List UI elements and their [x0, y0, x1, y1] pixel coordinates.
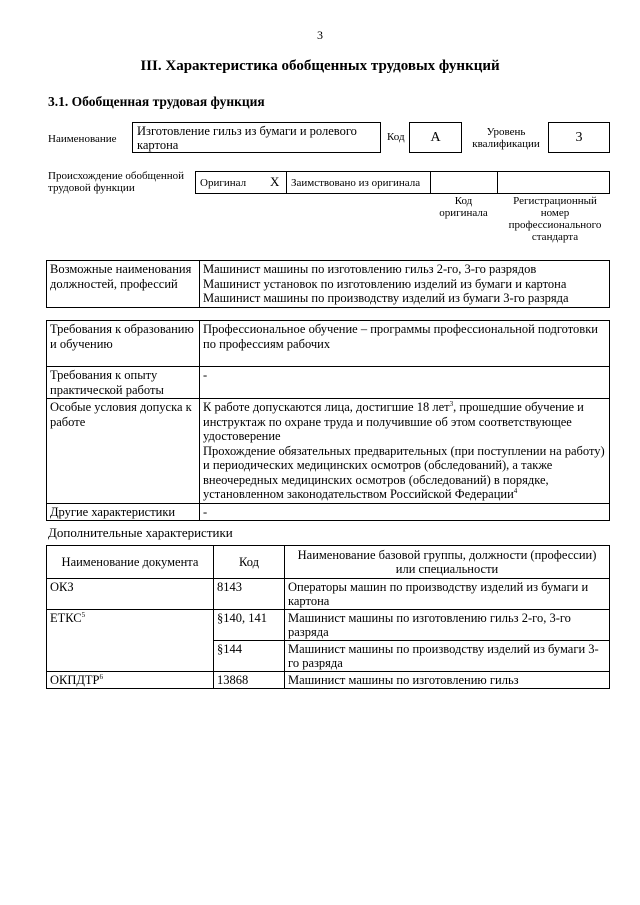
origin-divider-2 [430, 171, 431, 194]
okpdtr-code: 13868 [214, 672, 285, 689]
okpdtr-doc-text: ОКПДТР [50, 673, 100, 687]
other-value: - [200, 503, 610, 521]
experience-value: - [200, 367, 610, 399]
footnote-ref: 4 [513, 486, 518, 495]
name-value: Изготовление гильз из бумаги и ролевого картона [137, 124, 357, 152]
section-title: III. Характеристика обобщенных трудовых функций [140, 58, 500, 74]
other-label: Другие характеристики [47, 503, 200, 521]
etks1-code: §140, 141 [214, 610, 285, 641]
origin-divider-1 [286, 171, 287, 194]
positions-label: Возможные наименования должностей, профессий [47, 261, 200, 308]
okz-doc: ОКЗ [47, 579, 214, 610]
special-conditions-p1 [203, 400, 606, 444]
additional-caption: Дополнительные характеристики [48, 525, 233, 540]
code-original-caption: Код оригинала [439, 195, 488, 219]
col-code-header: Код [214, 546, 285, 579]
code-value-box [409, 122, 462, 153]
level-value-box [548, 122, 610, 153]
okz-code: 8143 [214, 579, 285, 610]
code-value: А [430, 130, 441, 145]
subsection-title: 3.1. Обобщенная трудовая функция [48, 94, 265, 109]
special-p2-text: Прохождение обязательных предварительных (при поступлении на работу) и периодических медицинских осмотров (обследований), а также внеочередных медицинских осмотров (обследований) в порядке, установленном законодательством Российской Федерации [203, 443, 605, 501]
origin-divider-3 [497, 171, 498, 194]
education-value: Профессиональное обучение – программы профессиональной подготовки по профессиям рабочих [200, 321, 610, 367]
col-doc-header: Наименование документа [47, 546, 214, 579]
etks2-code: §144 [214, 641, 285, 672]
footnote-ref: 6 [99, 672, 104, 681]
table-row [47, 672, 610, 689]
etks2-name: Машинист машины по производству изделий из бумаги 3-го разряда [285, 641, 610, 672]
special-conditions-value [200, 399, 610, 504]
table-row [47, 610, 610, 641]
positions-list [200, 261, 610, 308]
table-row [47, 579, 610, 610]
origin-label: Происхождение обобщенной трудовой функции [48, 170, 185, 194]
name-value-box [132, 122, 381, 153]
etks-doc [47, 610, 214, 672]
special-p1-text: К работе допускаются лица, достигшие 18 лет [203, 400, 450, 414]
experience-label: Требования к опыту практической работы [47, 367, 200, 399]
origin-borrowed: Заимствовано из оригинала [291, 177, 421, 189]
okz-name: Операторы машин по производству изделий из бумаги и картона [285, 579, 610, 610]
reg-number-caption: Регистрационный номер профессионального стандарта [508, 195, 602, 243]
position-item: Машинист машины по изготовлению гильз 2-го, 3-го разрядов [203, 262, 537, 276]
origin-original: Оригинал [200, 177, 247, 189]
okpdtr-name: Машинист машины по изготовлению гильз [285, 672, 610, 689]
level-label: Уровень квалификации [472, 126, 540, 150]
footnote-ref: 3 [449, 399, 454, 408]
okpdtr-doc [47, 672, 214, 689]
position-item: Машинист установок по изготовлению изделий из бумаги и картона [203, 276, 567, 291]
footnote-ref: 5 [81, 610, 86, 619]
origin-mark: X [270, 174, 280, 189]
page-number: 3 [317, 28, 323, 42]
level-value: 3 [575, 130, 583, 145]
additional-table [46, 545, 610, 689]
special-conditions-label: Особые условия допуска к работе [47, 399, 200, 504]
code-label: Код [387, 131, 405, 143]
etks1-name: Машинист машины по изготовлению гильз 2-го, 3-го разряда [285, 610, 610, 641]
etks-doc-text: ЕТКС [50, 611, 82, 625]
special-p1b-text: , прошедшие обучение и инструктаж по охране труда и получившие об этом соответствующее удостоверение [203, 400, 584, 443]
education-label: Требования к образованию и обучению [47, 321, 200, 367]
name-label: Наименование [48, 133, 117, 145]
positions-table [46, 260, 610, 308]
requirements-table [46, 320, 610, 521]
position-item: Машинист машины по производству изделий из бумаги 3-го разряда [203, 291, 569, 305]
col-name-header: Наименование базовой группы, должности (профессии) или специальности [285, 546, 610, 579]
special-conditions-p2 [203, 444, 606, 502]
